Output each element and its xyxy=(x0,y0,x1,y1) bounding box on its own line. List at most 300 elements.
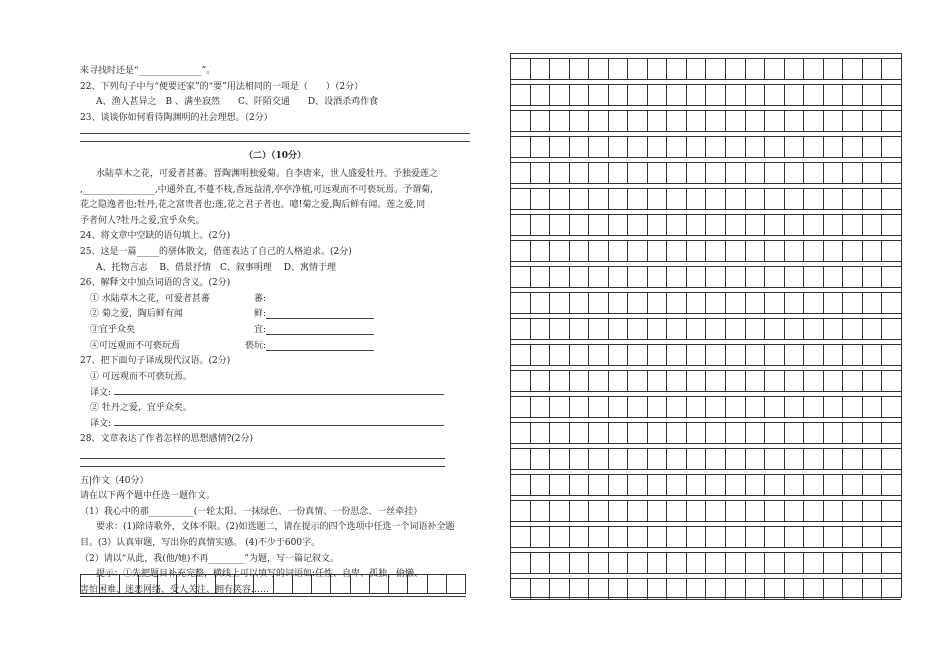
grid-cell[interactable] xyxy=(746,267,766,287)
grid-cell[interactable] xyxy=(531,215,551,235)
grid-cell[interactable] xyxy=(726,579,746,599)
grid-cell[interactable] xyxy=(785,163,805,183)
grid-cell[interactable] xyxy=(550,137,570,157)
grid-cell[interactable] xyxy=(804,85,824,105)
grid-cell[interactable] xyxy=(589,475,609,495)
grid-cell[interactable] xyxy=(804,189,824,209)
grid-cell[interactable] xyxy=(447,575,465,593)
grid-cell[interactable] xyxy=(706,345,726,365)
grid-cell[interactable] xyxy=(609,85,629,105)
grid-cell[interactable] xyxy=(589,111,609,131)
grid-cell[interactable] xyxy=(667,501,687,521)
grid-cell[interactable] xyxy=(687,475,707,495)
grid-cell[interactable] xyxy=(648,189,668,209)
grid-cell[interactable] xyxy=(863,215,883,235)
grid-cell[interactable] xyxy=(765,397,785,417)
grid-cell[interactable] xyxy=(882,579,901,599)
grid-cell[interactable] xyxy=(511,475,531,495)
grid-cell[interactable] xyxy=(863,475,883,495)
grid-cell[interactable] xyxy=(726,267,746,287)
grid-cell[interactable] xyxy=(511,59,531,79)
grid-cell[interactable] xyxy=(667,527,687,547)
grid-cell[interactable] xyxy=(609,449,629,469)
grid-cell[interactable] xyxy=(726,475,746,495)
grid-cell[interactable] xyxy=(706,163,726,183)
grid-cell[interactable] xyxy=(726,449,746,469)
grid-cell[interactable] xyxy=(706,189,726,209)
grid-cell[interactable] xyxy=(746,163,766,183)
grid-cell[interactable] xyxy=(785,345,805,365)
grid-cell[interactable] xyxy=(531,345,551,365)
grid-cell[interactable] xyxy=(648,111,668,131)
grid-cell[interactable] xyxy=(628,189,648,209)
grid-cell[interactable] xyxy=(843,293,863,313)
grid-cell[interactable] xyxy=(667,85,687,105)
grid-cell[interactable] xyxy=(550,319,570,339)
grid-cell[interactable] xyxy=(687,137,707,157)
grid-cell[interactable] xyxy=(726,501,746,521)
grid-cell[interactable] xyxy=(726,215,746,235)
grid-cell[interactable] xyxy=(609,501,629,521)
grid-cell[interactable] xyxy=(531,397,551,417)
grid-cell[interactable] xyxy=(589,345,609,365)
grid-cell[interactable] xyxy=(746,371,766,391)
grid-cell[interactable] xyxy=(843,475,863,495)
grid-cell[interactable] xyxy=(550,397,570,417)
grid-cell[interactable] xyxy=(882,527,901,547)
grid-cell[interactable] xyxy=(511,267,531,287)
grid-cell[interactable] xyxy=(804,163,824,183)
grid-cell[interactable] xyxy=(570,241,590,261)
grid-cell[interactable] xyxy=(687,527,707,547)
grid-cell[interactable] xyxy=(648,449,668,469)
grid-cell[interactable] xyxy=(628,475,648,495)
grid-cell[interactable] xyxy=(531,449,551,469)
grid-cell[interactable] xyxy=(531,293,551,313)
grid-cell[interactable] xyxy=(628,59,648,79)
grid-cell[interactable] xyxy=(628,163,648,183)
grid-cell[interactable] xyxy=(863,345,883,365)
grid-cell[interactable] xyxy=(824,475,844,495)
grid-cell[interactable] xyxy=(804,501,824,521)
grid-cell[interactable] xyxy=(687,397,707,417)
grid-cell[interactable] xyxy=(824,371,844,391)
grid-cell[interactable] xyxy=(863,423,883,443)
grid-cell[interactable] xyxy=(765,241,785,261)
grid-cell[interactable] xyxy=(785,501,805,521)
grid-cell[interactable] xyxy=(550,241,570,261)
grid-cell[interactable] xyxy=(882,319,901,339)
grid-cell[interactable] xyxy=(609,319,629,339)
grid-cell[interactable] xyxy=(843,59,863,79)
grid-cell[interactable] xyxy=(531,111,551,131)
grid-cell[interactable] xyxy=(824,423,844,443)
grid-cell[interactable] xyxy=(81,575,100,593)
grid-cell[interactable] xyxy=(706,319,726,339)
grid-cell[interactable] xyxy=(843,527,863,547)
grid-cell[interactable] xyxy=(804,267,824,287)
grid-cell[interactable] xyxy=(531,137,551,157)
grid-cell[interactable] xyxy=(609,293,629,313)
grid-cell[interactable] xyxy=(550,85,570,105)
grid-cell[interactable] xyxy=(824,59,844,79)
grid-cell[interactable] xyxy=(609,189,629,209)
grid-cell[interactable] xyxy=(570,85,590,105)
grid-cell[interactable] xyxy=(804,59,824,79)
grid-cell[interactable] xyxy=(804,579,824,599)
grid-cell[interactable] xyxy=(785,293,805,313)
grid-cell[interactable] xyxy=(648,579,668,599)
grid-cell[interactable] xyxy=(550,59,570,79)
grid-cell[interactable] xyxy=(824,293,844,313)
grid-cell[interactable] xyxy=(726,319,746,339)
grid-cell[interactable] xyxy=(726,59,746,79)
grid-cell[interactable] xyxy=(570,371,590,391)
grid-cell[interactable] xyxy=(687,85,707,105)
grid-cell[interactable] xyxy=(609,397,629,417)
grid-cell[interactable] xyxy=(824,397,844,417)
grid-cell[interactable] xyxy=(687,501,707,521)
grid-cell[interactable] xyxy=(882,501,901,521)
grid-cell[interactable] xyxy=(648,345,668,365)
grid-cell[interactable] xyxy=(785,59,805,79)
grid-cell[interactable] xyxy=(648,397,668,417)
grid-cell[interactable] xyxy=(863,293,883,313)
grid-cell[interactable] xyxy=(706,553,726,573)
grid-cell[interactable] xyxy=(570,475,590,495)
grid-cell[interactable] xyxy=(706,579,726,599)
grid-cell[interactable] xyxy=(628,449,648,469)
grid-cell[interactable] xyxy=(804,137,824,157)
grid-cell[interactable] xyxy=(628,527,648,547)
grid-cell[interactable] xyxy=(765,579,785,599)
grid-cell[interactable] xyxy=(609,163,629,183)
grid-cell[interactable] xyxy=(589,293,609,313)
grid-cell[interactable] xyxy=(628,111,648,131)
grid-cell[interactable] xyxy=(511,527,531,547)
grid-cell[interactable] xyxy=(628,215,648,235)
grid-cell[interactable] xyxy=(550,423,570,443)
grid-cell[interactable] xyxy=(667,111,687,131)
grid-cell[interactable] xyxy=(804,215,824,235)
grid-cell[interactable] xyxy=(706,501,726,521)
gloss-answer-line[interactable] xyxy=(266,307,374,319)
grid-cell[interactable] xyxy=(785,189,805,209)
grid-cell[interactable] xyxy=(863,137,883,157)
grid-cell[interactable] xyxy=(843,345,863,365)
grid-cell[interactable] xyxy=(824,85,844,105)
grid-cell[interactable] xyxy=(746,501,766,521)
grid-cell[interactable] xyxy=(785,579,805,599)
grid-cell[interactable] xyxy=(531,267,551,287)
grid-cell[interactable] xyxy=(882,345,901,365)
grid-cell[interactable] xyxy=(785,215,805,235)
grid-cell[interactable] xyxy=(408,575,427,593)
grid-cell[interactable] xyxy=(746,241,766,261)
grid-cell[interactable] xyxy=(667,163,687,183)
grid-cell[interactable] xyxy=(589,579,609,599)
grid-cell[interactable] xyxy=(550,345,570,365)
grid-cell[interactable] xyxy=(863,59,883,79)
grid-cell[interactable] xyxy=(687,267,707,287)
answer-line[interactable] xyxy=(80,458,445,459)
grid-cell[interactable] xyxy=(550,163,570,183)
grid-cell[interactable] xyxy=(843,553,863,573)
grid-cell[interactable] xyxy=(746,345,766,365)
grid-cell[interactable] xyxy=(804,345,824,365)
grid-cell[interactable] xyxy=(511,111,531,131)
grid-cell[interactable] xyxy=(648,423,668,443)
grid-cell[interactable] xyxy=(863,397,883,417)
grid-cell[interactable] xyxy=(785,475,805,495)
grid-cell[interactable] xyxy=(511,85,531,105)
writing-grid-row[interactable] xyxy=(80,574,466,594)
grid-cell[interactable] xyxy=(687,553,707,573)
grid-cell[interactable] xyxy=(511,345,531,365)
grid-cell[interactable] xyxy=(609,553,629,573)
grid-cell[interactable] xyxy=(139,575,158,593)
grid-cell[interactable] xyxy=(785,241,805,261)
grid-cell[interactable] xyxy=(628,267,648,287)
grid-cell[interactable] xyxy=(589,241,609,261)
grid-cell[interactable] xyxy=(824,215,844,235)
grid-cell[interactable] xyxy=(804,241,824,261)
grid-cell[interactable] xyxy=(609,475,629,495)
grid-cell[interactable] xyxy=(843,579,863,599)
grid-cell[interactable] xyxy=(570,579,590,599)
grid-cell[interactable] xyxy=(609,579,629,599)
grid-cell[interactable] xyxy=(843,111,863,131)
grid-cell[interactable] xyxy=(687,449,707,469)
grid-cell[interactable] xyxy=(177,575,196,593)
grid-cell[interactable] xyxy=(824,449,844,469)
grid-cell[interactable] xyxy=(804,319,824,339)
grid-cell[interactable] xyxy=(589,267,609,287)
grid-cell[interactable] xyxy=(609,345,629,365)
grid-cell[interactable] xyxy=(863,241,883,261)
grid-cell[interactable] xyxy=(882,241,901,261)
grid-cell[interactable] xyxy=(687,319,707,339)
grid-cell[interactable] xyxy=(648,59,668,79)
grid-cell[interactable] xyxy=(824,345,844,365)
grid-cell[interactable] xyxy=(863,111,883,131)
grid-cell[interactable] xyxy=(511,293,531,313)
grid-cell[interactable] xyxy=(667,449,687,469)
grid-cell[interactable] xyxy=(726,527,746,547)
grid-cell[interactable] xyxy=(706,371,726,391)
grid-cell[interactable] xyxy=(628,319,648,339)
grid-cell[interactable] xyxy=(863,267,883,287)
grid-cell[interactable] xyxy=(628,371,648,391)
grid-cell[interactable] xyxy=(570,59,590,79)
grid-cell[interactable] xyxy=(667,319,687,339)
grid-cell[interactable] xyxy=(882,371,901,391)
grid-cell[interactable] xyxy=(531,319,551,339)
grid-cell[interactable] xyxy=(746,293,766,313)
grid-cell[interactable] xyxy=(824,501,844,521)
grid-cell[interactable] xyxy=(706,241,726,261)
grid-cell[interactable] xyxy=(351,575,370,593)
grid-cell[interactable] xyxy=(843,501,863,521)
grid-cell[interactable] xyxy=(746,553,766,573)
grid-cell[interactable] xyxy=(765,293,785,313)
grid-cell[interactable] xyxy=(785,527,805,547)
grid-cell[interactable] xyxy=(570,553,590,573)
grid-cell[interactable] xyxy=(824,137,844,157)
grid-cell[interactable] xyxy=(804,553,824,573)
grid-cell[interactable] xyxy=(765,345,785,365)
grid-cell[interactable] xyxy=(746,423,766,443)
translation-answer-line[interactable] xyxy=(114,385,444,395)
grid-cell[interactable] xyxy=(667,423,687,443)
grid-cell[interactable] xyxy=(706,293,726,313)
grid-cell[interactable] xyxy=(687,579,707,599)
grid-cell[interactable] xyxy=(589,137,609,157)
grid-cell[interactable] xyxy=(667,371,687,391)
grid-cell[interactable] xyxy=(648,137,668,157)
grid-cell[interactable] xyxy=(882,137,901,157)
grid-cell[interactable] xyxy=(550,553,570,573)
grid-cell[interactable] xyxy=(511,501,531,521)
grid-cell[interactable] xyxy=(550,371,570,391)
grid-cell[interactable] xyxy=(589,319,609,339)
grid-cell[interactable] xyxy=(726,137,746,157)
grid-cell[interactable] xyxy=(824,267,844,287)
grid-cell[interactable] xyxy=(274,575,293,593)
grid-cell[interactable] xyxy=(863,189,883,209)
grid-cell[interactable] xyxy=(804,371,824,391)
grid-cell[interactable] xyxy=(648,475,668,495)
grid-cell[interactable] xyxy=(628,579,648,599)
grid-cell[interactable] xyxy=(589,59,609,79)
grid-cell[interactable] xyxy=(531,59,551,79)
grid-cell[interactable] xyxy=(687,215,707,235)
grid-cell[interactable] xyxy=(331,575,350,593)
grid-cell[interactable] xyxy=(550,579,570,599)
grid-cell[interactable] xyxy=(706,397,726,417)
grid-cell[interactable] xyxy=(726,371,746,391)
grid-cell[interactable] xyxy=(765,319,785,339)
grid-cell[interactable] xyxy=(158,575,177,593)
grid-cell[interactable] xyxy=(628,85,648,105)
grid-cell[interactable] xyxy=(648,553,668,573)
grid-cell[interactable] xyxy=(570,267,590,287)
grid-cell[interactable] xyxy=(687,371,707,391)
grid-cell[interactable] xyxy=(687,345,707,365)
grid-cell[interactable] xyxy=(785,85,805,105)
grid-cell[interactable] xyxy=(511,449,531,469)
grid-cell[interactable] xyxy=(531,527,551,547)
grid-cell[interactable] xyxy=(531,85,551,105)
grid-cell[interactable] xyxy=(687,111,707,131)
grid-cell[interactable] xyxy=(389,575,408,593)
grid-cell[interactable] xyxy=(882,163,901,183)
grid-cell[interactable] xyxy=(667,293,687,313)
grid-cell[interactable] xyxy=(726,293,746,313)
grid-cell[interactable] xyxy=(550,449,570,469)
grid-cell[interactable] xyxy=(293,575,312,593)
grid-cell[interactable] xyxy=(570,345,590,365)
grid-cell[interactable] xyxy=(765,189,785,209)
grid-cell[interactable] xyxy=(687,293,707,313)
grid-cell[interactable] xyxy=(706,137,726,157)
grid-cell[interactable] xyxy=(589,215,609,235)
grid-cell[interactable] xyxy=(785,553,805,573)
grid-cell[interactable] xyxy=(570,527,590,547)
grid-cell[interactable] xyxy=(531,423,551,443)
grid-cell[interactable] xyxy=(882,449,901,469)
grid-cell[interactable] xyxy=(550,501,570,521)
grid-cell[interactable] xyxy=(746,59,766,79)
grid-cell[interactable] xyxy=(511,319,531,339)
grid-cell[interactable] xyxy=(550,111,570,131)
grid-cell[interactable] xyxy=(628,241,648,261)
grid-cell[interactable] xyxy=(550,527,570,547)
grid-cell[interactable] xyxy=(589,163,609,183)
grid-cell[interactable] xyxy=(570,293,590,313)
grid-cell[interactable] xyxy=(746,319,766,339)
grid-cell[interactable] xyxy=(511,241,531,261)
grid-cell[interactable] xyxy=(589,189,609,209)
grid-cell[interactable] xyxy=(511,397,531,417)
grid-cell[interactable] xyxy=(726,397,746,417)
gloss-answer-line[interactable] xyxy=(266,323,374,335)
grid-cell[interactable] xyxy=(706,475,726,495)
grid-cell[interactable] xyxy=(785,423,805,443)
grid-cell[interactable] xyxy=(667,215,687,235)
grid-cell[interactable] xyxy=(863,553,883,573)
grid-cell[interactable] xyxy=(765,163,785,183)
grid-cell[interactable] xyxy=(824,319,844,339)
grid-cell[interactable] xyxy=(667,553,687,573)
grid-cell[interactable] xyxy=(100,575,119,593)
grid-cell[interactable] xyxy=(667,345,687,365)
grid-cell[interactable] xyxy=(863,85,883,105)
grid-cell[interactable] xyxy=(511,189,531,209)
grid-cell[interactable] xyxy=(882,475,901,495)
grid-cell[interactable] xyxy=(746,475,766,495)
grid-cell[interactable] xyxy=(785,319,805,339)
grid-cell[interactable] xyxy=(726,163,746,183)
grid-cell[interactable] xyxy=(746,111,766,131)
grid-cell[interactable] xyxy=(726,423,746,443)
grid-cell[interactable] xyxy=(648,293,668,313)
grid-cell[interactable] xyxy=(843,319,863,339)
grid-cell[interactable] xyxy=(882,553,901,573)
grid-cell[interactable] xyxy=(726,553,746,573)
grid-cell[interactable] xyxy=(628,345,648,365)
grid-cell[interactable] xyxy=(706,449,726,469)
grid-cell[interactable] xyxy=(726,111,746,131)
grid-cell[interactable] xyxy=(511,215,531,235)
grid-cell[interactable] xyxy=(628,397,648,417)
grid-cell[interactable] xyxy=(531,371,551,391)
grid-cell[interactable] xyxy=(687,241,707,261)
writing-grid[interactable] xyxy=(510,53,902,598)
grid-cell[interactable] xyxy=(254,575,273,593)
grid-cell[interactable] xyxy=(863,527,883,547)
grid-cell[interactable] xyxy=(589,397,609,417)
grid-cell[interactable] xyxy=(628,137,648,157)
grid-cell[interactable] xyxy=(648,85,668,105)
grid-cell[interactable] xyxy=(785,111,805,131)
grid-cell[interactable] xyxy=(882,423,901,443)
grid-cell[interactable] xyxy=(882,293,901,313)
grid-cell[interactable] xyxy=(882,111,901,131)
grid-cell[interactable] xyxy=(589,85,609,105)
grid-cell[interactable] xyxy=(550,293,570,313)
grid-cell[interactable] xyxy=(648,215,668,235)
